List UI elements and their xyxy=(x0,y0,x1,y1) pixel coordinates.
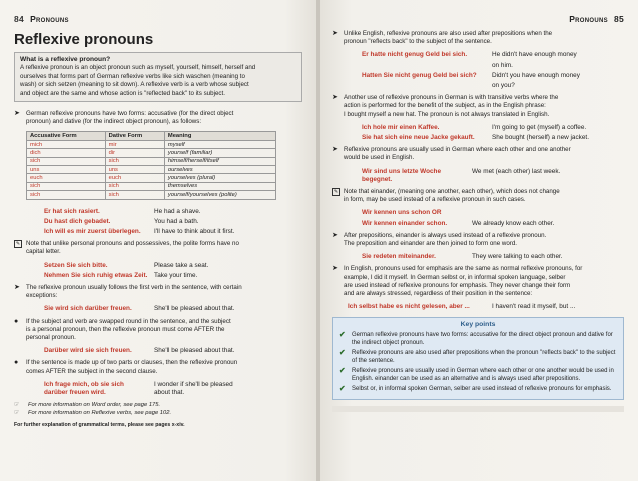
note-text: Note that unlike personal pronouns and possessives, the polite forms have no xyxy=(26,240,239,248)
key-point: ✔ Reflexive pronouns are usually used in German where each other or one another would be used in English. einander can be used as an alternative and is always used after prepositions. xyxy=(339,366,614,383)
example-english: I'll have to think about it first. xyxy=(154,227,235,235)
left-page xyxy=(0,0,316,481)
example-row xyxy=(332,253,624,261)
bullet-text: The preposition and einander are then joined to form one word. xyxy=(344,240,518,248)
example-german: Nehmen Sie sich ruhig etwas Zeit. xyxy=(44,271,148,279)
note-polite-forms xyxy=(14,240,302,256)
example-group-2 xyxy=(14,262,302,280)
key-point: ✔ German reflexive pronouns have two forms: accusative for the direct object pronoun and dative for the indirect object pronoun. xyxy=(339,330,613,347)
example-group-r2 xyxy=(332,124,624,142)
example-german: Ich will es mir zuerst überlegen. xyxy=(44,227,141,235)
example-row xyxy=(332,62,624,70)
table-row xyxy=(27,191,276,199)
table-row xyxy=(27,174,276,182)
example-german: Sie wird sich darüber freuen. xyxy=(44,305,132,313)
pointing-hand-icon: ☞ xyxy=(14,402,20,409)
bullet-text: is a personal pronoun, then the reflexive pronoun must come AFTER the xyxy=(26,325,225,333)
example-german: Sie hat sich eine neue Jacke gekauft. xyxy=(362,134,475,142)
bullet-einander-prepositions xyxy=(332,232,624,248)
bullet-clauses xyxy=(14,359,302,375)
table-row xyxy=(27,157,276,165)
table-cell: mir xyxy=(105,140,164,148)
table-cell: sich xyxy=(27,182,106,190)
table-header: Accusative Form xyxy=(27,132,106,140)
example-row xyxy=(332,82,624,90)
bullet-text: would be used in English. xyxy=(344,154,415,162)
example-english: She'll be pleased about that. xyxy=(154,347,235,355)
example-german: Sie redeten miteinander. xyxy=(362,253,436,261)
example-english: He didn't have enough money xyxy=(492,51,577,59)
key-points-box xyxy=(332,317,624,400)
example-english: We met (each other) last week. xyxy=(472,167,561,175)
right-page xyxy=(320,0,638,481)
bullet-text: pronoun) and dative (for the indirect object pronoun), as follows: xyxy=(26,118,202,126)
bullet-text: comes AFTER the subject in the second clause. xyxy=(26,367,158,375)
table-cell: euch xyxy=(27,174,106,182)
example-english: Please take a seat. xyxy=(154,261,209,269)
bottom-strip xyxy=(332,406,624,412)
cross-reference: ☞ For more information on Reflexive verbs, see page 102. xyxy=(14,410,172,417)
example-row xyxy=(14,262,302,270)
key-point: ✔ Reflexive pronouns are also used after prepositions when the pronoun "reflects back" to the subject of the sentence. xyxy=(339,348,616,365)
tick-icon: ✔ xyxy=(339,384,346,394)
note-text: Note that einander, (meaning one another, each other), which does not change xyxy=(344,188,560,196)
example-row xyxy=(14,347,302,355)
right-running-head-label: Pronouns xyxy=(569,14,608,24)
bullet-text: personal pronoun. xyxy=(26,334,76,341)
bullet-text: exceptions: xyxy=(26,292,58,300)
bullet-transitive xyxy=(332,94,624,119)
example-german: Ich selbst habe es nicht gelesen, aber ... xyxy=(348,303,470,311)
example-german: Wir sind uns letzte Woche begegnet. xyxy=(362,167,442,183)
right-page-number: 85 xyxy=(613,14,624,24)
bullet-text: Unlike English, reflexive pronouns are also used after prepositions when the xyxy=(344,30,553,37)
bullet-text: I bought myself a new hat. The pronoun is not always translated in English. xyxy=(344,110,550,118)
example-german: Du hast dich gebadet. xyxy=(44,217,111,225)
definition-line-4: and object are the same and whose action is "reflected back" to its subject. xyxy=(20,89,225,97)
example-english: She'll be pleased about that. xyxy=(154,305,235,313)
bullet-emphasis xyxy=(332,265,624,298)
bullet-position xyxy=(14,284,302,300)
arrow-icon: ➤ xyxy=(332,265,338,273)
example-row xyxy=(14,218,302,226)
right-running-head xyxy=(332,14,624,26)
table-cell: dich xyxy=(27,149,106,157)
bullet-two-forms xyxy=(14,110,302,126)
table-cell: uns xyxy=(105,166,164,174)
definition-line-3: wash) or sich setzen (meaning to sit down). A reflexive verb is a verb whose subject xyxy=(20,81,249,89)
example-group-r1 xyxy=(332,51,624,90)
left-running-head xyxy=(14,14,302,26)
tick-icon: ✔ xyxy=(339,348,346,358)
example-row xyxy=(332,220,624,228)
arrow-icon: ➤ xyxy=(332,30,338,37)
example-german: Hatten Sie nicht genug Geld bei sich? xyxy=(362,71,477,79)
table-cell: myself xyxy=(164,140,275,148)
example-row xyxy=(332,168,624,184)
example-german: Darüber wird sie sich freuen. xyxy=(44,347,132,355)
table-cell: yourself/yourselves (polite) xyxy=(164,191,275,199)
arrow-icon: ➤ xyxy=(14,110,20,118)
example-english: I wonder if she'll be pleased about that. xyxy=(154,380,233,397)
definition-question: What is a reflexive pronoun? xyxy=(20,56,111,63)
note-einander xyxy=(332,188,624,204)
example-english: You had a bath. xyxy=(154,217,199,225)
example-english: He had a shave. xyxy=(154,207,201,215)
left-page-number: 84 xyxy=(14,14,25,24)
table-cell: sich xyxy=(105,157,164,165)
table-row xyxy=(27,182,276,190)
table-row xyxy=(27,140,276,148)
example-german: Er hatte nicht genug Geld bei sich. xyxy=(362,51,468,59)
arrow-icon: ➤ xyxy=(332,94,338,102)
note-text: capital letter. xyxy=(26,248,61,256)
example-english: Didn't you have enough money xyxy=(492,71,580,79)
definition-line-2: ourselves that forms part of German reflexive verbs like sich waschen (meaning to xyxy=(20,72,245,80)
bullet-text: are used instead of reflexive pronouns for emphasis. They never change their form xyxy=(344,281,571,289)
example-row xyxy=(14,272,302,280)
example-english: on you? xyxy=(492,82,515,90)
pointing-hand-icon: ☞ xyxy=(14,410,20,417)
example-english: We already know each other. xyxy=(472,219,555,227)
left-running-head-label: Pronouns xyxy=(30,14,69,24)
bullet-text: If the subject and verb are swapped round in the sentence, and the subject xyxy=(26,317,231,325)
example-group-1 xyxy=(14,208,302,237)
reflexive-pronoun-table xyxy=(26,131,276,199)
example-row xyxy=(332,51,624,59)
bullet-text: example, I did it myself. In German selbst or, in informal spoken language, selber xyxy=(344,273,566,281)
bullet-text: If the sentence is made up of two parts or clauses, then the reflexive pronoun xyxy=(26,359,238,367)
example-row xyxy=(14,208,302,216)
bullet-text: The reflexive pronoun usually follows the first verb in the sentence, with certain xyxy=(26,283,242,291)
bullet-text: pronoun "reflects back" to the subject of the sentence. xyxy=(344,38,492,46)
bullet-text: Reflexive pronouns are usually used in German where each other and one another xyxy=(344,146,571,154)
table-row xyxy=(27,166,276,174)
table-header: Dative Form xyxy=(105,132,164,140)
tick-icon: ✔ xyxy=(339,330,346,340)
bullet-text: After prepositions, einander is always used instead of a reflexive pronoun. xyxy=(344,231,547,239)
definition-box xyxy=(14,52,302,102)
table-cell: sich xyxy=(105,191,164,199)
note-icon: ✎ xyxy=(15,241,21,248)
table-cell: sich xyxy=(27,157,106,165)
table-row xyxy=(27,149,276,157)
table-cell: sich xyxy=(27,191,106,199)
table-header: Meaning xyxy=(164,132,275,140)
example-row xyxy=(332,124,624,132)
table-cell: himself/herself/itself xyxy=(164,157,275,165)
example-row xyxy=(332,72,624,80)
bullet-prepositions xyxy=(332,30,624,46)
example-german: Setzen Sie sich bitte. xyxy=(44,261,108,269)
page-title: Reflexive pronouns xyxy=(14,31,154,48)
table-cell: sich xyxy=(105,182,164,190)
example-english: I haven't read it myself, but ... xyxy=(492,303,576,311)
bullet-text: and are always stressed, regardless of their position in the sentence: xyxy=(344,290,533,298)
bullet-text: action is performed for the benefit of the subject, as in the English phrase: xyxy=(344,102,546,110)
bullet-text: Another use of reflexive pronouns in German is with transitive verbs where the xyxy=(344,94,559,102)
page-footer: For further explanation of grammatical terms, please see pages x-xiv. xyxy=(14,422,185,429)
note-icon: ✎ xyxy=(333,189,339,196)
key-point: ✔ Selbst or, in informal spoken German, selber are used instead of reflexive pronouns for emphasis. xyxy=(339,384,612,394)
example-row xyxy=(14,228,302,236)
example-english: I'm going to get (myself) a coffee. xyxy=(492,123,587,131)
dot-icon: ● xyxy=(14,359,19,367)
dot-icon: ● xyxy=(14,317,19,325)
definition-line-1: A reflexive pronoun is an object pronoun such as myself, yourself, himself, herself and xyxy=(20,64,256,72)
example-row xyxy=(332,303,624,311)
cross-reference: ☞ For more information on Word order, see page 175. xyxy=(14,402,161,409)
table-header-row xyxy=(27,132,276,140)
table-cell: ourselves xyxy=(164,166,275,174)
example-german: Ich hole mir einen Kaffee. xyxy=(362,123,440,131)
table-cell: yourselves (plural) xyxy=(164,174,275,182)
arrow-icon: ➤ xyxy=(14,283,20,291)
example-row xyxy=(14,381,302,397)
example-english: on him. xyxy=(492,61,513,69)
example-german: Wir kennen uns schon OR xyxy=(362,209,442,217)
note-text: in form, may be used instead of a reflexive pronoun in such cases. xyxy=(344,196,526,204)
example-german xyxy=(332,62,492,70)
example-german: Wir kennen einander schon. xyxy=(362,219,448,227)
example-english: They were talking to each other. xyxy=(472,253,563,261)
table-cell: euch xyxy=(105,174,164,182)
example-english: Take your time. xyxy=(154,271,198,279)
bullet-text: German reflexive pronouns have two forms: accusative (for the direct object xyxy=(26,110,234,118)
bullet-swapped xyxy=(14,318,302,343)
example-row xyxy=(14,305,302,313)
table-cell: mich xyxy=(27,140,106,148)
table-cell: yourself (familiar) xyxy=(164,149,275,157)
bullet-each-other xyxy=(332,146,624,162)
key-points-title: Key points xyxy=(460,321,496,329)
arrow-icon: ➤ xyxy=(332,146,338,154)
bullet-text: In English, pronouns used for emphasis are the same as normal reflexive pronouns, for xyxy=(344,265,583,273)
example-row xyxy=(332,209,624,217)
example-german xyxy=(332,82,492,90)
table-cell: themselves xyxy=(164,182,275,190)
tick-icon: ✔ xyxy=(339,366,346,376)
example-german: Er hat sich rasiert. xyxy=(44,207,100,215)
arrow-icon: ➤ xyxy=(332,231,338,239)
example-german: Ich frage mich, ob sie sich darüber freuen wird. xyxy=(44,380,124,397)
example-row xyxy=(332,134,624,142)
table-cell: dir xyxy=(105,149,164,157)
example-english: She bought (herself) a new jacket. xyxy=(492,134,589,142)
table-cell: uns xyxy=(27,166,106,174)
